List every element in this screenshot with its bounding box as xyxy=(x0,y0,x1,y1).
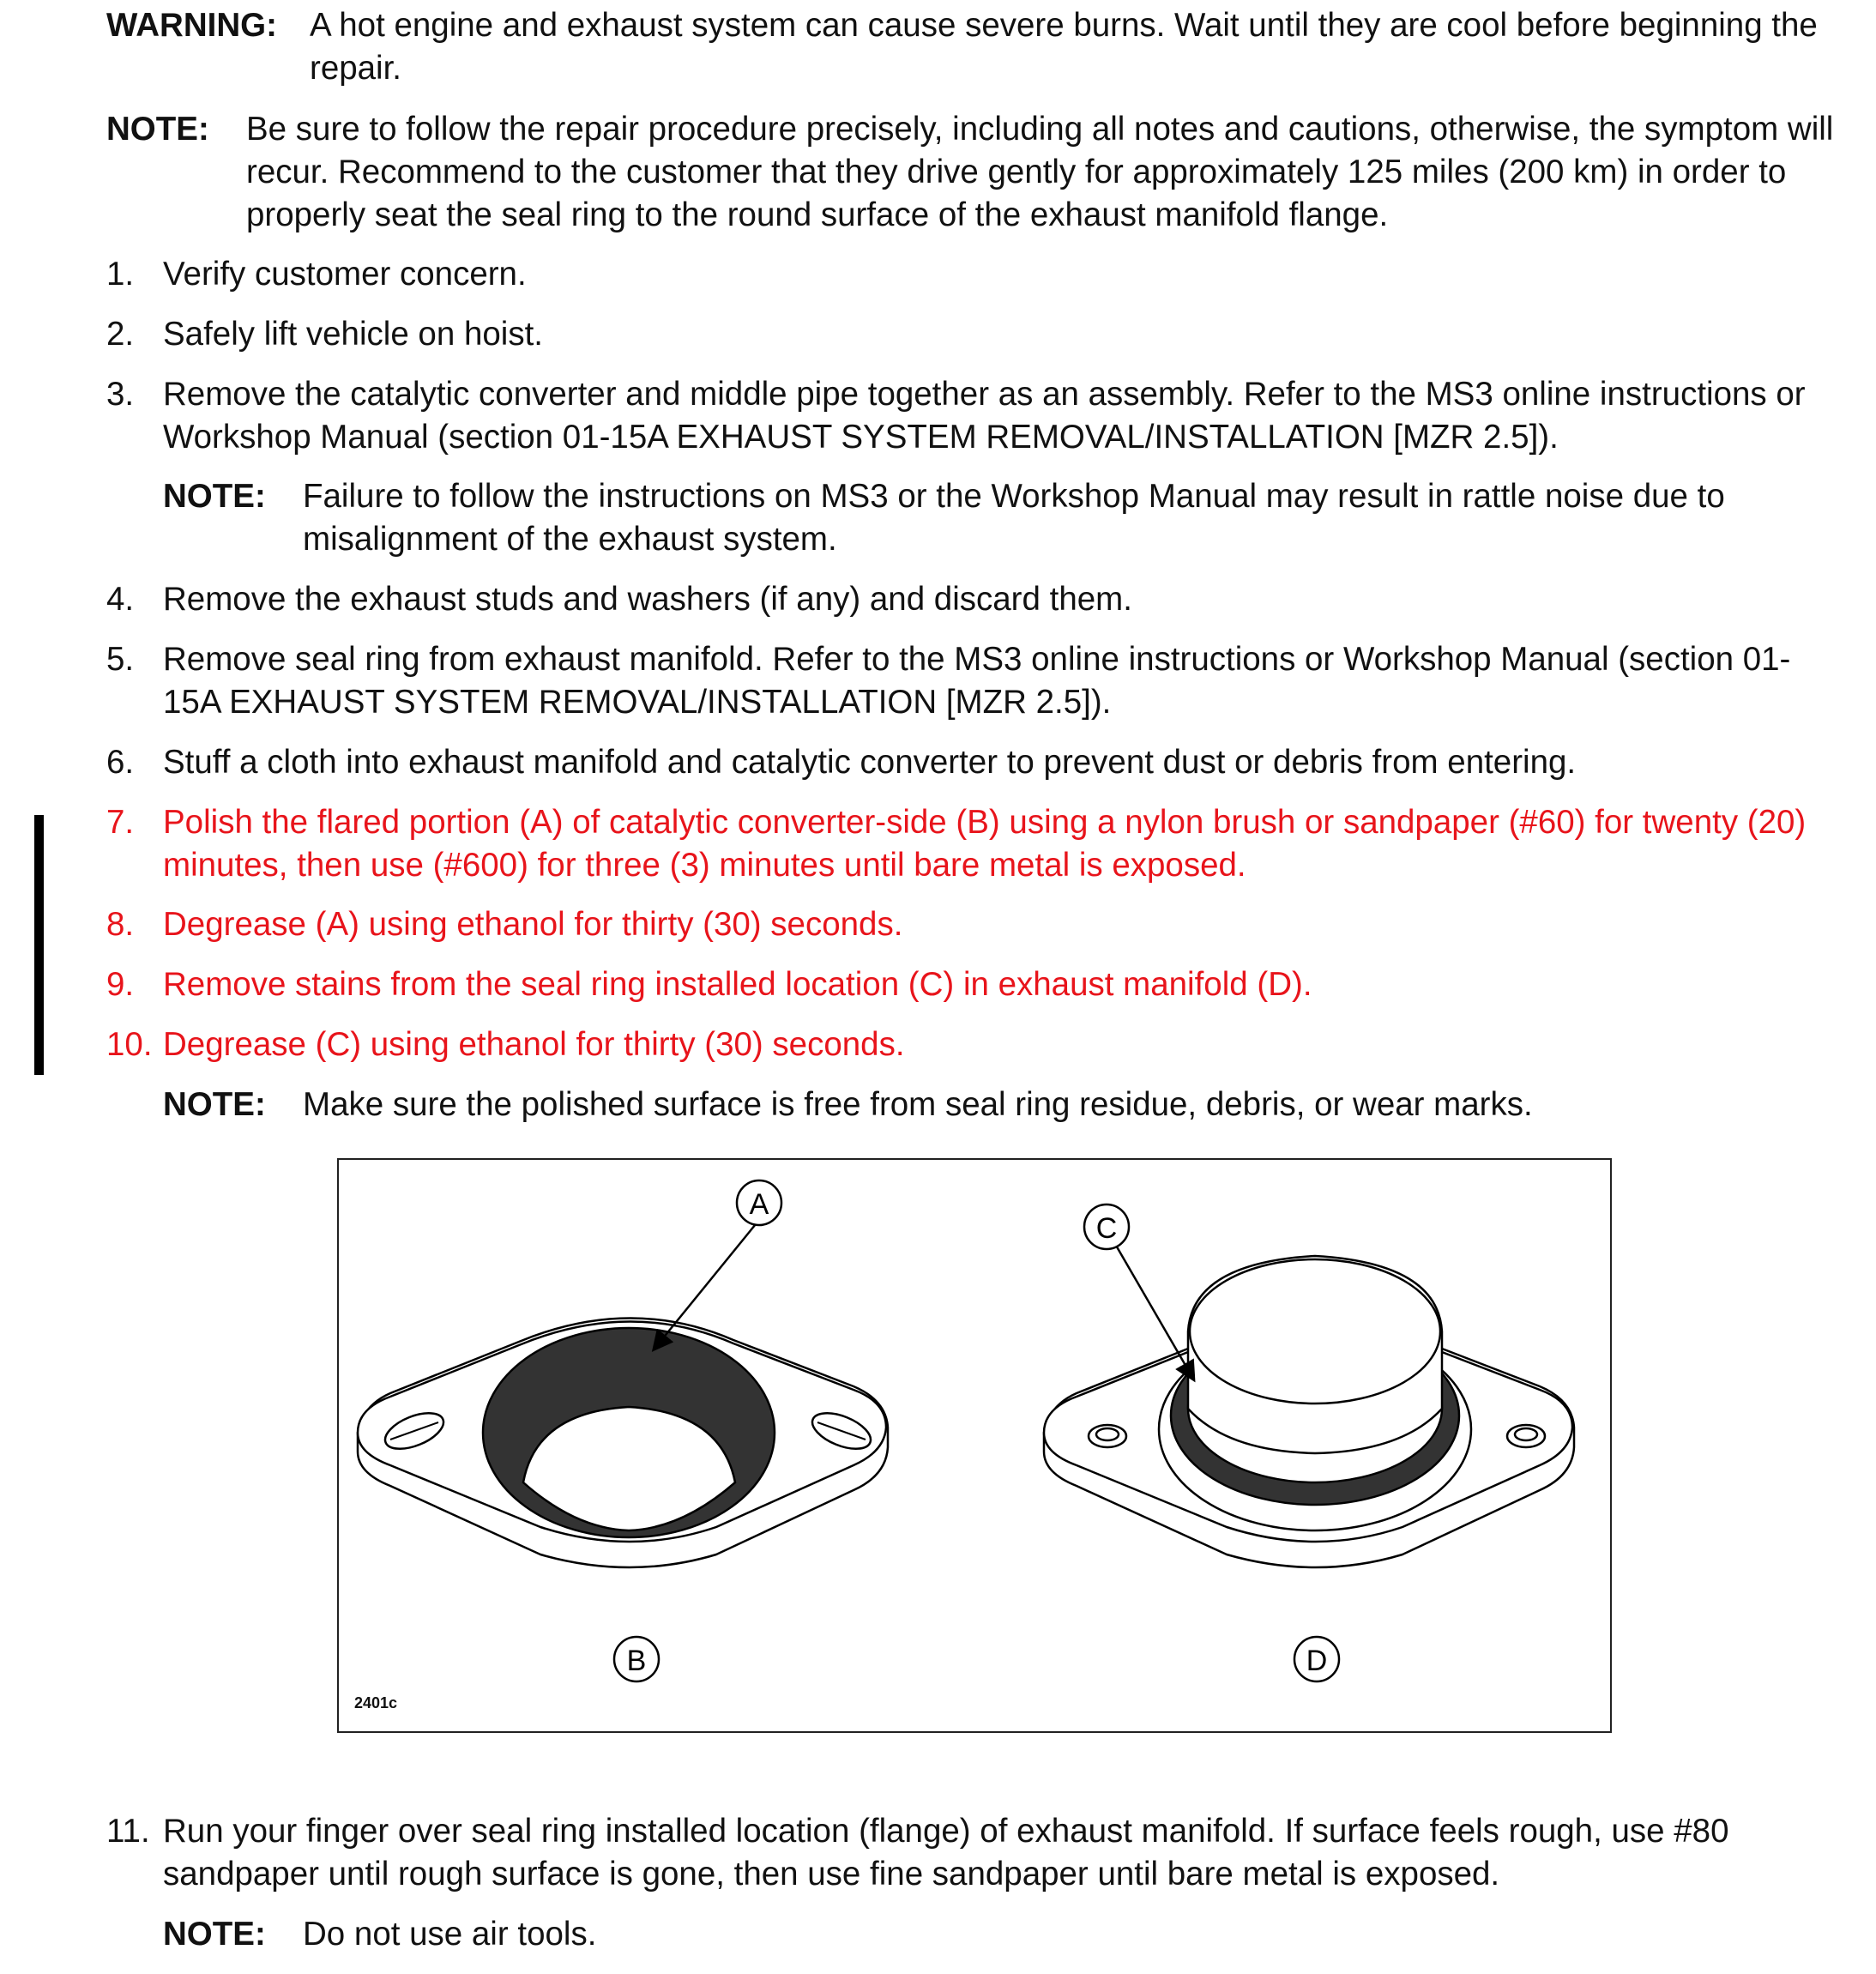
step-number: 8. xyxy=(106,906,135,943)
figure-id: 2401c xyxy=(354,1694,398,1711)
step-text: Remove seal ring from exhaust manifold. Refer to the MS3 online instructions or Workshop Manual (section 01-15A EXHAUST SYSTEM REMOVAL/INSTALLATION [MZR 2.5]). xyxy=(163,641,1791,721)
callout-c-leader xyxy=(1115,1244,1193,1379)
step-number: 3. xyxy=(106,376,135,413)
step-11-note-text: Do not use air tools. xyxy=(303,1916,597,1953)
step-text: Safely lift vehicle on hoist. xyxy=(163,316,543,353)
step-number: 4. xyxy=(106,581,135,618)
step-11-note-label: NOTE: xyxy=(163,1916,266,1953)
step-number: 2. xyxy=(106,316,135,353)
step-text: Stuff a cloth into exhaust manifold and catalytic converter to prevent dust or debris from entering. xyxy=(163,744,1577,781)
flange-illustration xyxy=(339,1160,1610,1731)
step-number: 6. xyxy=(106,744,135,781)
step-number: 9. xyxy=(106,966,135,1003)
step-number: 7. xyxy=(106,804,135,841)
step-number: 1. xyxy=(106,256,135,293)
step-number: 5. xyxy=(106,641,135,678)
step-3-note-text: Failure to follow the instructions on MS3 or the Workshop Manual may result in rattle noise due to misalignment of the exhaust system. xyxy=(303,478,1725,558)
callout-a-label: A xyxy=(749,1188,769,1221)
step-text: Remove stains from the seal ring installed location (C) in exhaust manifold (D). xyxy=(163,966,1312,1003)
revision-change-bar xyxy=(34,815,44,1075)
exhaust-manifold-flange xyxy=(1044,1256,1574,1567)
exhaust-flange-figure xyxy=(337,1158,1612,1733)
step-text: Degrease (C) using ethanol for thirty (30) seconds. xyxy=(163,1026,905,1063)
step-text: Remove the catalytic converter and middle pipe together as an assembly. Refer to the MS3 online instructions or Workshop Manual (section 01-15A EXHAUST SYSTEM REMOVAL/INSTALLATION [MZR 2.5]). xyxy=(163,376,1806,456)
step-text: Verify customer concern. xyxy=(163,256,527,293)
step-3-note-label: NOTE: xyxy=(163,478,266,515)
step-10-note-text: Make sure the polished surface is free from seal ring residue, debris, or wear marks. xyxy=(303,1086,1533,1123)
step-number: 11. xyxy=(106,1813,150,1850)
step-text: Remove the exhaust studs and washers (if any) and discard them. xyxy=(163,581,1132,618)
callout-c-label: C xyxy=(1095,1212,1118,1245)
callout-d-label: D xyxy=(1306,1645,1328,1677)
top-note-label: NOTE: xyxy=(106,111,209,148)
top-note-text: Be sure to follow the repair procedure precisely, including all notes and cautions, otherwise, the symptom will recur. Recommend to the customer that they drive gently for approximately 125 miles (200 km) in order to properly seat the seal ring to the round surface of the exhaust manifold flange. xyxy=(246,111,1834,233)
step-text: Polish the flared portion (A) of catalytic converter-side (B) using a nylon brush or sandpaper (#60) for twenty (20) minutes, then use (#600) for three (3) minutes until bare metal is exposed. xyxy=(163,804,1807,884)
step-text: Degrease (A) using ethanol for thirty (30) seconds. xyxy=(163,906,903,943)
callout-b-label: B xyxy=(626,1645,647,1677)
warning-label: WARNING: xyxy=(106,7,277,44)
warning-text: A hot engine and exhaust system can cause severe burns. Wait until they are cool before beginning the repair. xyxy=(310,7,1818,87)
step-number: 10. xyxy=(106,1026,153,1063)
step-10-note-label: NOTE: xyxy=(163,1086,266,1123)
step-text: Run your finger over seal ring installed location (flange) of exhaust manifold. If surface feels rough, use #80 sandpaper until rough surface is gone, then use fine sandpaper until bare metal is exposed. xyxy=(163,1813,1729,1893)
catalytic-converter-flange xyxy=(358,1318,888,1567)
